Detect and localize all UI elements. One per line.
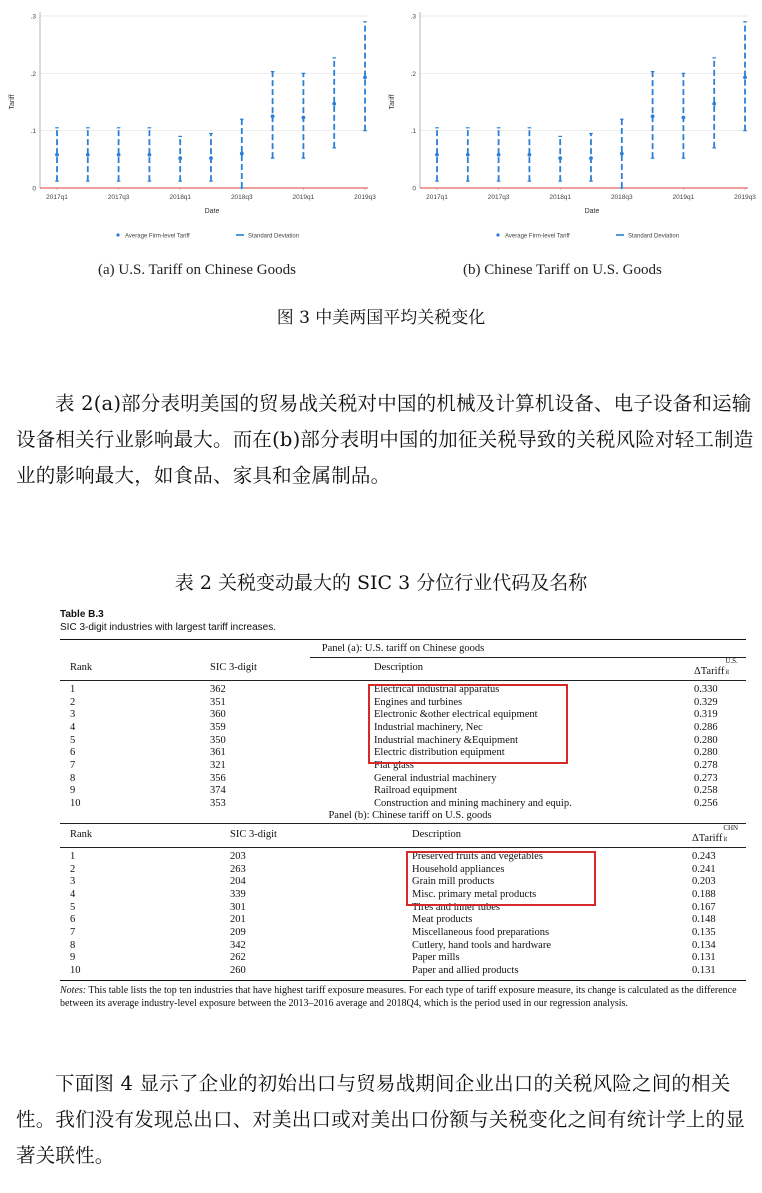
cell-sic: 353 xyxy=(210,797,226,809)
cell-desc: Preserved fruits and vegetables xyxy=(412,851,543,862)
cell-delta: 0.243 xyxy=(692,851,716,862)
cell-sic: 351 xyxy=(210,696,226,708)
cell-sic: 350 xyxy=(210,734,226,746)
cell-rank: 8 xyxy=(70,939,76,951)
data-point xyxy=(589,156,593,160)
x-tick-label: 2018q1 xyxy=(549,194,572,201)
cell-rank: 10 xyxy=(70,797,81,809)
panel-b-header-delta-sub: it xyxy=(723,835,728,843)
panel-a-header-desc: Description xyxy=(374,662,423,673)
table-row xyxy=(0,927,762,940)
cell-rank: 1 xyxy=(70,851,76,862)
cell-sic: 263 xyxy=(230,863,246,875)
cell-delta: 0.188 xyxy=(692,888,716,900)
y-axis-label: Tariff xyxy=(9,94,16,110)
cell-desc: Construction and mining machinery and equip. xyxy=(374,797,572,809)
y-tick-label: .3 xyxy=(410,13,416,21)
x-axis-label: Date xyxy=(204,208,220,215)
cell-sic: 262 xyxy=(230,952,246,964)
cell-rank: 3 xyxy=(70,876,76,888)
panel-a-header-sic: SIC 3-digit xyxy=(210,662,257,673)
y-tick-label: 0 xyxy=(32,185,36,193)
table-notes xyxy=(60,985,750,1010)
data-point xyxy=(497,153,501,157)
panel-a-title-rule xyxy=(310,657,746,658)
cell-sic: 321 xyxy=(210,759,226,771)
chart-panel-b xyxy=(380,0,762,250)
cell-delta: 0.131 xyxy=(692,964,716,976)
cell-desc: Household appliances xyxy=(412,863,505,875)
y-tick-label: .3 xyxy=(30,13,36,21)
data-point xyxy=(240,152,244,156)
panel-b-header-delta-label: ΔTariff xyxy=(692,833,723,844)
data-point xyxy=(209,156,213,160)
panel-a-highlight-box xyxy=(368,684,568,764)
data-point xyxy=(682,116,686,120)
cell-desc: Misc. primary metal products xyxy=(412,888,537,900)
cell-sic: 362 xyxy=(210,684,226,695)
cell-delta: 0.241 xyxy=(692,863,716,875)
y-tick-label: 0 xyxy=(412,185,416,193)
table-top-rule xyxy=(60,639,746,640)
cell-desc: Electrical industrial apparatus xyxy=(374,684,500,695)
table-row xyxy=(0,785,762,798)
table-bottom-rule xyxy=(60,980,746,981)
data-point xyxy=(332,102,336,106)
x-tick-label: 2017q1 xyxy=(46,194,68,201)
chart-a-svg xyxy=(0,0,380,250)
data-point xyxy=(528,153,532,157)
cell-delta: 0.148 xyxy=(692,914,716,926)
table-row xyxy=(0,952,762,965)
table-subtitle: SIC 3-digit industries with largest tariff increases. xyxy=(60,622,277,633)
cell-rank: 6 xyxy=(70,747,76,759)
panel-a-header-delta-label: ΔTariff xyxy=(694,666,725,677)
data-point xyxy=(148,153,152,157)
panel-b-header-desc: Description xyxy=(412,829,461,840)
cell-desc: Grain mill products xyxy=(412,876,495,888)
panel-a-header-rank: Rank xyxy=(70,662,93,673)
x-tick-label: 2018q3 xyxy=(230,194,253,201)
x-tick-label: 2017q3 xyxy=(107,194,130,201)
cell-sic: 209 xyxy=(230,926,246,938)
subcaption-a: (a) U.S. Tariff on Chinese Goods xyxy=(98,262,296,278)
cell-delta: 0.286 xyxy=(694,721,718,733)
cell-rank: 5 xyxy=(70,734,76,746)
cell-sic: 301 xyxy=(230,901,246,913)
cell-delta: 0.131 xyxy=(692,952,716,964)
panel-b-title: Panel (b): Chinese tariff on U.S. goods xyxy=(328,810,492,821)
panel-a-header-delta xyxy=(694,657,740,677)
legend-label-sd: Standard Deviation xyxy=(628,233,680,240)
data-point xyxy=(651,114,655,118)
legend-label-mean: Average Firm-level Tariff xyxy=(505,233,570,240)
cell-delta: 0.329 xyxy=(694,696,718,708)
cell-desc: Industrial machinery, Nec xyxy=(374,721,483,733)
cell-desc: Tires and inner tubes xyxy=(412,901,500,913)
data-point xyxy=(466,153,470,157)
y-tick-label: .2 xyxy=(30,70,36,78)
data-point xyxy=(117,153,121,157)
legend-label-sd: Standard Deviation xyxy=(248,233,300,240)
cell-delta: 0.258 xyxy=(694,785,718,797)
table-row xyxy=(0,798,762,811)
cell-rank: 2 xyxy=(70,696,76,708)
paragraph-2: 下面图 4 显示了企业的初始出口与贸易战期间企业出口的关税风险之间的相关性。我们没有发现总出口、对美出口或对美出口份额与关税变化之间有统计学上的显著关联性。 xyxy=(16,1072,745,1167)
cell-delta: 0.280 xyxy=(694,734,718,746)
cell-delta: 0.273 xyxy=(694,772,718,784)
cell-sic: 359 xyxy=(210,721,226,733)
data-point xyxy=(558,156,562,160)
cell-rank: 9 xyxy=(70,952,76,964)
panel-b-header-delta xyxy=(692,824,740,844)
cell-desc: Engines and turbines xyxy=(374,696,463,708)
data-point xyxy=(435,153,439,157)
cell-desc: Cutlery, hand tools and hardware xyxy=(412,939,551,951)
cell-delta: 0.256 xyxy=(694,797,718,809)
panel-a-title: Panel (a): U.S. tariff on Chinese goods xyxy=(321,643,485,654)
data-point xyxy=(86,153,90,157)
data-point xyxy=(363,75,367,79)
cell-desc: Paper and allied products xyxy=(412,964,519,976)
table-title: Table B.3 xyxy=(60,609,104,620)
x-axis-label: Date xyxy=(584,208,600,215)
table-notes-label: Notes: xyxy=(60,985,87,996)
table-row xyxy=(0,902,762,915)
cell-sic: 203 xyxy=(230,851,246,862)
cell-desc: Electric distribution equipment xyxy=(374,747,505,759)
x-tick-label: 2019q3 xyxy=(354,194,376,201)
data-point xyxy=(620,152,624,156)
cell-delta: 0.134 xyxy=(692,939,716,951)
x-tick-label: 2018q3 xyxy=(610,194,633,201)
cell-sic: 356 xyxy=(210,772,226,784)
y-tick-label: .1 xyxy=(410,128,416,136)
chart-panel-a xyxy=(0,0,380,250)
y-tick-label: .1 xyxy=(30,128,36,136)
paragraph-1: 表 2(a)部分表明美国的贸易战关税对中国的机械及计算机设备、电子设备和运输设备相关行业影响最大。而在(b)部分表明中国的加征关税导致的关税风险对轻工制造业的影响最大，如食品、家具和金属制品。 xyxy=(16,392,754,487)
cell-rank: 7 xyxy=(70,759,76,771)
x-tick-label: 2018q1 xyxy=(169,194,192,201)
data-point xyxy=(302,116,306,120)
table-row xyxy=(0,914,762,927)
x-tick-label: 2019q1 xyxy=(292,194,315,201)
panel-b-header-rule xyxy=(60,847,746,848)
cell-delta: 0.330 xyxy=(694,684,718,695)
table-caption: 表 2 关税变动最大的 SIC 3 分位行业代码及名称 xyxy=(174,572,588,594)
legend-marker-mean xyxy=(496,233,499,236)
cell-sic: 204 xyxy=(230,876,246,888)
panel-b-header-sic: SIC 3-digit xyxy=(230,829,277,840)
cell-desc: Industrial machinery &Equipment xyxy=(374,734,519,746)
cell-delta: 0.278 xyxy=(694,759,718,771)
cell-delta: 0.135 xyxy=(692,926,716,938)
cell-sic: 260 xyxy=(230,964,246,976)
chart-b-svg xyxy=(380,0,762,250)
cell-desc: General industrial machinery xyxy=(374,772,497,784)
panel-a-header-rule xyxy=(60,680,746,681)
data-point xyxy=(743,75,747,79)
cell-rank: 8 xyxy=(70,772,76,784)
cell-rank: 4 xyxy=(70,721,76,733)
table-row xyxy=(0,876,762,889)
table-row xyxy=(0,965,762,978)
data-point xyxy=(271,114,275,118)
cell-desc: Meat products xyxy=(412,914,473,926)
cell-sic: 361 xyxy=(210,747,226,759)
table-row xyxy=(0,773,762,786)
x-tick-label: 2017q3 xyxy=(487,194,510,201)
cell-desc: Miscellaneous food preparations xyxy=(412,926,550,938)
cell-delta: 0.319 xyxy=(694,709,718,721)
cell-desc: Railroad equipment xyxy=(374,785,458,797)
cell-delta: 0.203 xyxy=(692,876,716,888)
panel-b-header-delta-sup: CHN xyxy=(723,824,739,832)
panel-b-highlight-box xyxy=(406,851,596,906)
table-row xyxy=(0,889,762,902)
cell-sic: 342 xyxy=(230,939,246,951)
figure-caption: 图 3 中美两国平均关税变化 xyxy=(276,308,486,328)
cell-rank: 9 xyxy=(70,785,76,797)
cell-rank: 4 xyxy=(70,888,76,900)
panel-b-header-rank: Rank xyxy=(70,829,93,840)
cell-sic: 339 xyxy=(230,888,246,900)
cell-delta: 0.167 xyxy=(692,901,716,913)
cell-rank: 1 xyxy=(70,684,76,695)
y-axis-label: Tariff xyxy=(389,94,396,110)
cell-delta: 0.280 xyxy=(694,747,718,759)
cell-rank: 7 xyxy=(70,926,76,938)
panel-a-header-delta-sub: it xyxy=(725,668,730,676)
x-tick-label: 2019q1 xyxy=(672,194,695,201)
legend-label-mean: Average Firm-level Tariff xyxy=(125,233,190,240)
cell-desc: Electronic &other electrical equipment xyxy=(374,709,538,721)
cell-desc: Flat glass xyxy=(374,759,414,771)
cell-sic: 201 xyxy=(230,914,246,926)
table-notes-text: This table lists the top ten industries that have highest tariff exposure measures. For each type of tariff exposure measure, its change is calculated as the difference between its average industry-level exposure between the 2013–2016 average and 2018Q4, which is the period used in our regression analysis. xyxy=(60,985,737,1009)
cell-sic: 374 xyxy=(210,785,226,797)
table-row xyxy=(0,940,762,953)
legend-marker-mean xyxy=(116,233,119,236)
x-tick-label: 2019q3 xyxy=(734,194,756,201)
subcaption-b: (b) Chinese Tariff on U.S. Goods xyxy=(463,262,662,278)
cell-rank: 10 xyxy=(70,964,81,976)
y-tick-label: .2 xyxy=(410,70,416,78)
x-tick-label: 2017q1 xyxy=(426,194,448,201)
data-point xyxy=(178,156,182,160)
cell-rank: 2 xyxy=(70,863,76,875)
cell-desc: Paper mills xyxy=(412,952,460,964)
cell-sic: 360 xyxy=(210,709,226,721)
panel-a-header-delta-sup: U.S. xyxy=(725,657,738,665)
panel-b-title-rule xyxy=(60,823,746,824)
data-point xyxy=(712,102,716,106)
cell-rank: 5 xyxy=(70,901,76,913)
table-row xyxy=(0,864,762,877)
data-point xyxy=(55,153,59,157)
table-row xyxy=(0,851,762,864)
cell-rank: 6 xyxy=(70,914,76,926)
cell-rank: 3 xyxy=(70,709,76,721)
